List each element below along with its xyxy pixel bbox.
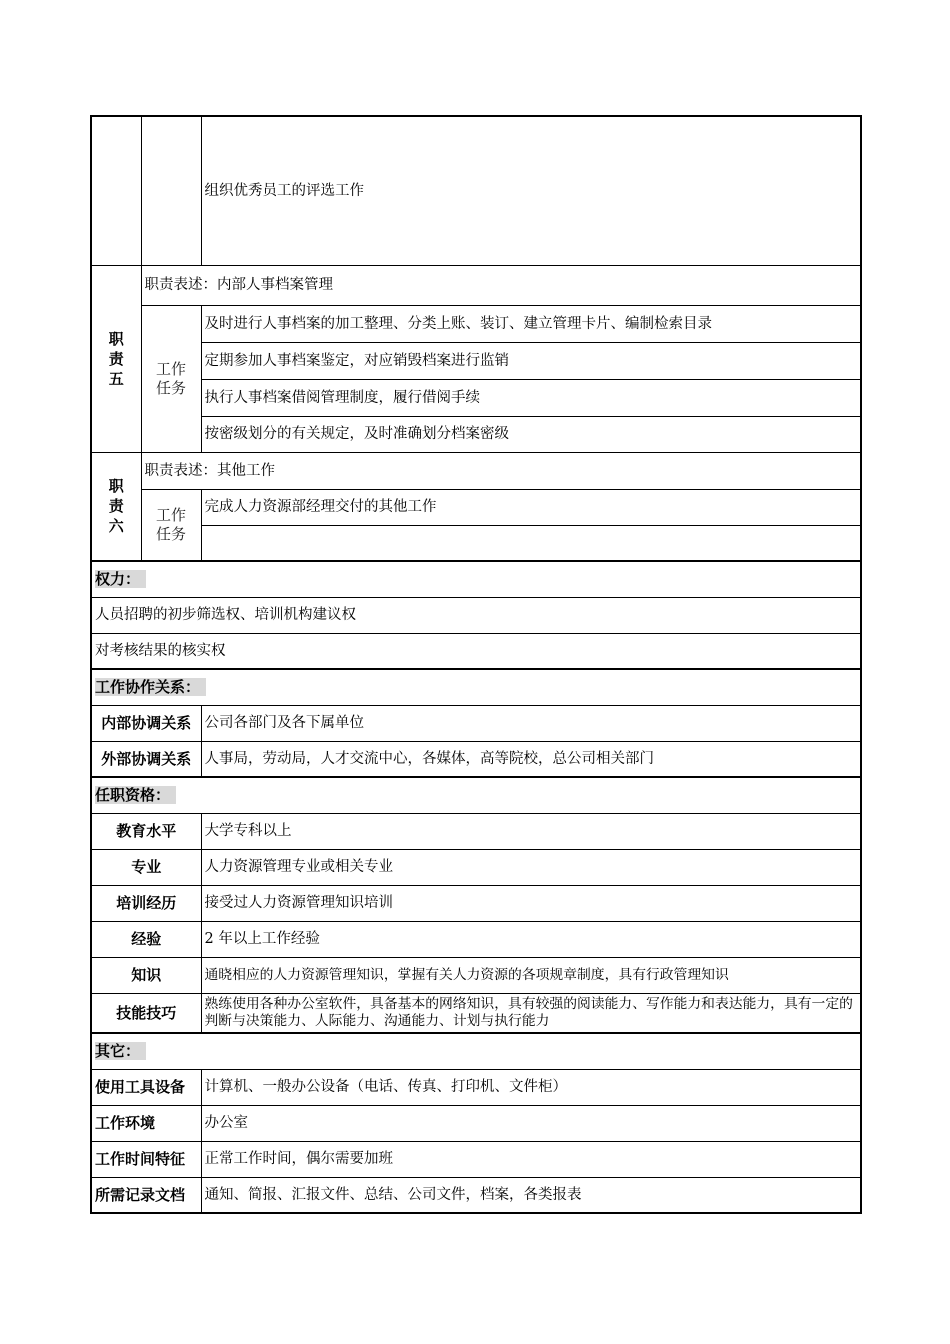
- duty5-description: 职责表述：内部人事档案管理: [141, 265, 861, 305]
- duty-label-cell-empty: [91, 116, 141, 265]
- power-section-row: [91, 561, 861, 597]
- qualification-label: 培训经历: [91, 885, 201, 921]
- qualifications-section-row: [91, 777, 861, 813]
- other-label: 使用工具设备: [91, 1069, 201, 1105]
- relation-label: 内部协调关系: [91, 705, 201, 741]
- others-section-title: 其它：: [91, 1033, 861, 1069]
- task-label-cell-empty: [141, 116, 201, 265]
- qualification-value: 熟练使用各种办公室软件，具备基本的网络知识，具有较强的阅读能力、写作能力和表达能力，具有一定的判断与决策能力、人际能力、沟通能力、计划与执行能力: [201, 993, 861, 1033]
- others-section-row: [91, 1033, 861, 1069]
- qualification-row: [91, 849, 861, 885]
- other-value: 计算机、一般办公设备（电话、传真、打印机、文件柜）: [201, 1069, 861, 1105]
- other-row: [91, 1069, 861, 1105]
- other-value: 正常工作时间，偶尔需要加班: [201, 1141, 861, 1177]
- qualification-row: [91, 921, 861, 957]
- relation-value: 公司各部门及各下属单位: [201, 705, 861, 741]
- task-item: 及时进行人事档案的加工整理、分类上账、装订、建立管理卡片、编制检索目录: [201, 305, 861, 342]
- duty5-task-row: [91, 379, 861, 416]
- qualification-label: 教育水平: [91, 813, 201, 849]
- duty5-description-row: [91, 265, 861, 305]
- duty6-description-row: [91, 452, 861, 489]
- duty5-task-row: [91, 305, 861, 342]
- other-row: [91, 1141, 861, 1177]
- qualification-value: 大学专科以上: [201, 813, 861, 849]
- qualification-value: 2 年以上工作经验: [201, 921, 861, 957]
- task-item: 定期参加人事档案鉴定，对应销毁档案进行监销: [201, 342, 861, 379]
- duty-continuation-row: [91, 116, 861, 265]
- duty6-description: 职责表述：其他工作: [141, 452, 861, 489]
- relation-row: [91, 741, 861, 777]
- relation-label: 外部协调关系: [91, 741, 201, 777]
- other-label: 工作环境: [91, 1105, 201, 1141]
- relation-row: [91, 705, 861, 741]
- task-item: 执行人事档案借阅管理制度，履行借阅手续: [201, 379, 861, 416]
- power-row: [91, 633, 861, 669]
- power-row: [91, 597, 861, 633]
- job-description-table: [90, 115, 862, 1214]
- relations-section-row: [91, 669, 861, 705]
- duty6-task-row: [91, 525, 861, 561]
- qualification-row: [91, 993, 861, 1033]
- other-value: 办公室: [201, 1105, 861, 1141]
- duty6-task-row: [91, 489, 861, 525]
- qualification-value: 接受过人力资源管理知识培训: [201, 885, 861, 921]
- duty5-task-row: [91, 416, 861, 452]
- other-row: [91, 1177, 861, 1213]
- relations-section-title: 工作协作关系：: [91, 669, 861, 705]
- duty5-task-label: 工作 任务: [141, 305, 201, 452]
- qualification-row: [91, 957, 861, 993]
- qualification-value: 人力资源管理专业或相关专业: [201, 849, 861, 885]
- duty5-label: 职 责 五: [91, 265, 141, 452]
- other-row: [91, 1105, 861, 1141]
- qualification-label: 知识: [91, 957, 201, 993]
- power-item: 人员招聘的初步筛选权、培训机构建议权: [91, 597, 861, 633]
- qualification-label: 经验: [91, 921, 201, 957]
- task-item: 按密级划分的有关规定，及时准确划分档案密级: [201, 416, 861, 452]
- duty5-task-row: [91, 342, 861, 379]
- other-label: 工作时间特征: [91, 1141, 201, 1177]
- qualifications-section-title: 任职资格：: [91, 777, 861, 813]
- qualification-row: [91, 885, 861, 921]
- qualification-value: 通晓相应的人力资源管理知识，掌握有关人力资源的各项规章制度，具有行政管理知识: [201, 957, 861, 993]
- duty6-label: 职 责 六: [91, 452, 141, 561]
- other-label: 所需记录文档: [91, 1177, 201, 1213]
- qualification-row: [91, 813, 861, 849]
- power-section-title: 权力：: [91, 561, 861, 597]
- task-item: [201, 525, 861, 561]
- duty6-task-label: 工作 任务: [141, 489, 201, 561]
- qualification-label: 技能技巧: [91, 993, 201, 1033]
- other-value: 通知、简报、汇报文件、总结、公司文件，档案，各类报表: [201, 1177, 861, 1213]
- job-description-document: [90, 115, 860, 1214]
- qualification-label: 专业: [91, 849, 201, 885]
- task-item: 组织优秀员工的评选工作: [201, 116, 861, 265]
- relation-value: 人事局，劳动局，人才交流中心，各媒体，高等院校，总公司相关部门: [201, 741, 861, 777]
- task-item: 完成人力资源部经理交付的其他工作: [201, 489, 861, 525]
- power-item: 对考核结果的核实权: [91, 633, 861, 669]
